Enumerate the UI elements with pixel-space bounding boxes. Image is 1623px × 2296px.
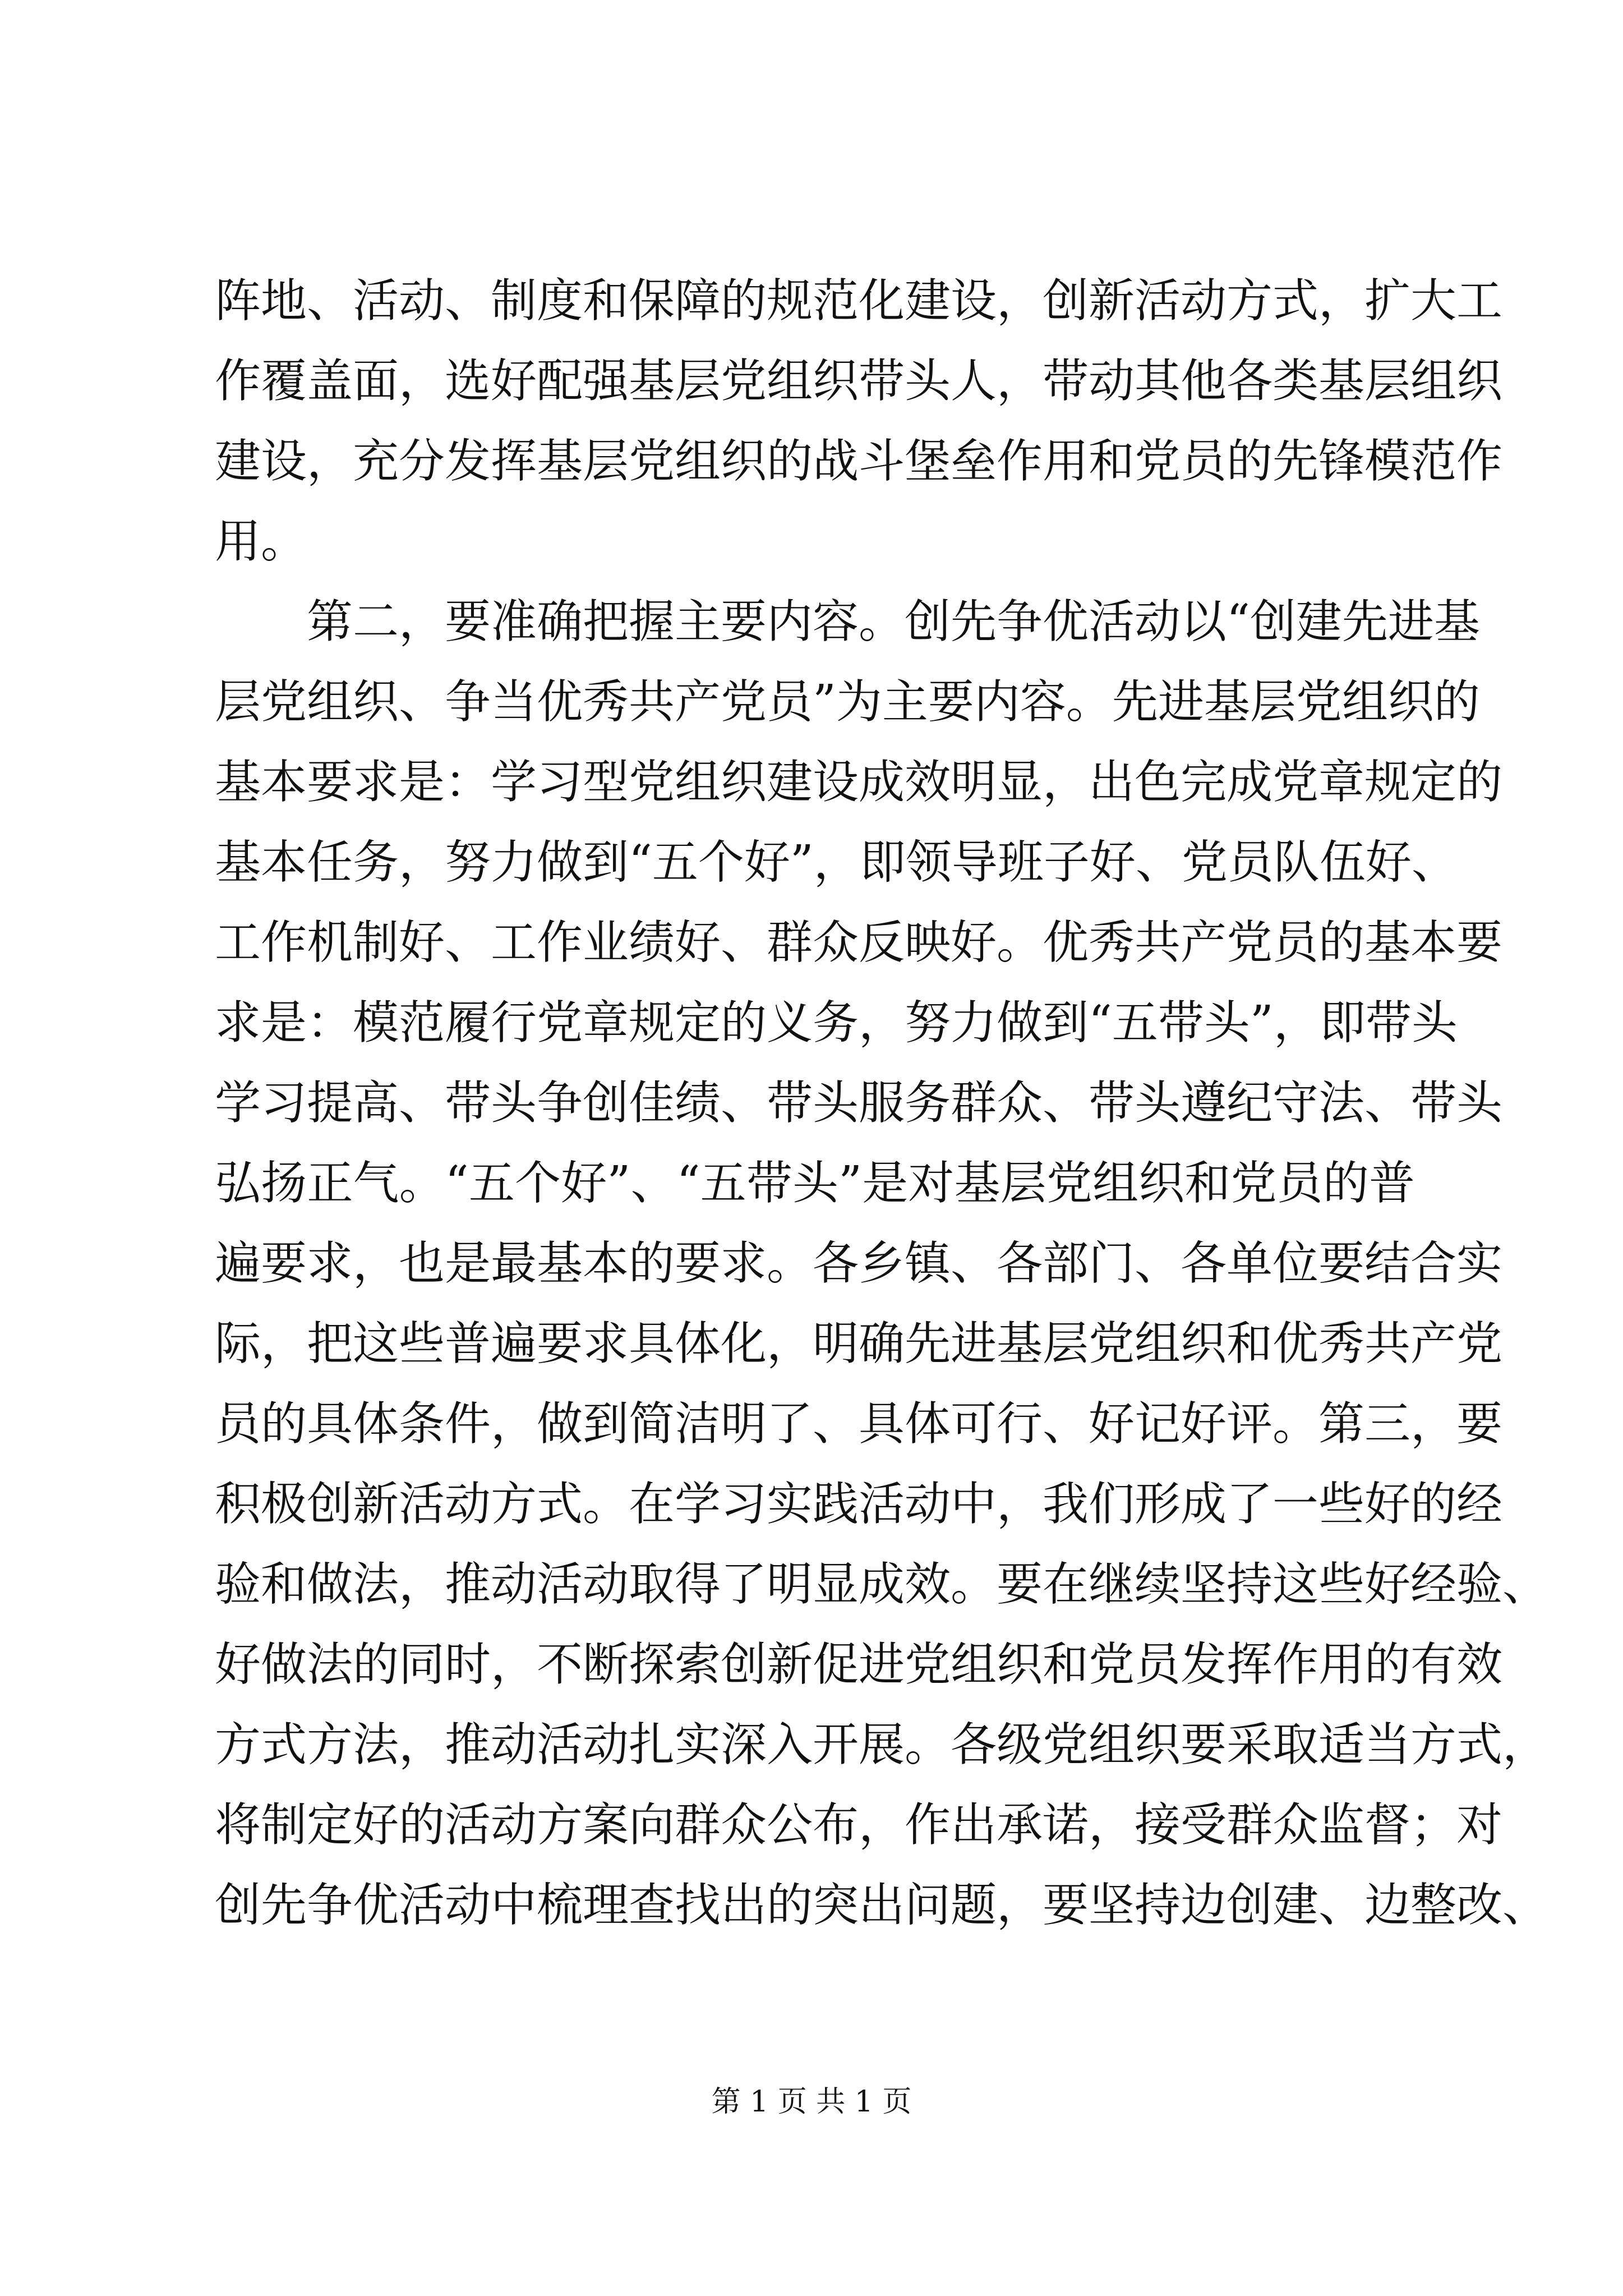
text-line: 阵地、活动、制度和保障的规范化建设，创新活动方式，扩大工 (215, 274, 1503, 328)
text-line: 工作机制好、工作业绩好、群众反映好。优秀共产党员的基本要 (215, 916, 1503, 969)
text-line: 用。 (215, 515, 307, 568)
text-line: 弘扬正气。“五个好”、“五带头”是对基层党组织和党员的普 (215, 1157, 1415, 1210)
text-line: 基本任务，努力做到“五个好”，即领导班子好、党员队伍好、 (215, 836, 1458, 889)
text-line: 创先争优活动中梳理查找出的突出问题，要坚持边创建、边整改、 (215, 1879, 1549, 1932)
paragraph-first-line: 第二，要准确把握主要内容。创先争优活动以“创建先进基 (307, 595, 1480, 648)
text-line: 层党组织、争当优秀共产党员”为主要内容。先进基层党组织的 (215, 675, 1480, 729)
text-line: 积极创新活动方式。在学习实践活动中，我们形成了一些好的经 (215, 1478, 1503, 1531)
body-text (215, 261, 1549, 1945)
text-line: 验和做法，推动活动取得了明显成效。要在继续坚持这些好经验、 (215, 1558, 1549, 1611)
page-number-footer: 第 1 页 共 1 页 (711, 2085, 912, 2119)
text-line: 员的具体条件，做到简洁明了、具体可行、好记好评。第三，要 (215, 1397, 1503, 1451)
text-line: 建设，充分发挥基层党组织的战斗堡垒作用和党员的先锋模范作 (215, 435, 1503, 488)
text-line: 好做法的同时，不断探索创新促进党组织和党员发挥作用的有效 (215, 1638, 1503, 1691)
text-line: 将制定好的活动方案向群众公布，作出承诺，接受群众监督；对 (215, 1798, 1503, 1852)
text-line: 际，把这些普遍要求具体化，明确先进基层党组织和优秀共产党 (215, 1317, 1503, 1370)
text-line: 求是：模范履行党章规定的义务，努力做到“五带头”，即带头 (215, 996, 1458, 1050)
text-line: 作覆盖面，选好配强基层党组织带头人，带动其他各类基层组织 (215, 355, 1503, 408)
text-line: 方式方法，推动活动扎实深入开展。各级党组织要采取适当方式， (215, 1718, 1549, 1772)
text-line: 遍要求，也是最基本的要求。各乡镇、各部门、各单位要结合实 (215, 1237, 1503, 1290)
text-line: 学习提高、带头争创佳绩、带头服务群众、带头遵纪守法、带头 (215, 1076, 1503, 1130)
text-line: 基本要求是：学习型党组织建设成效明显，出色完成党章规定的 (215, 756, 1503, 809)
